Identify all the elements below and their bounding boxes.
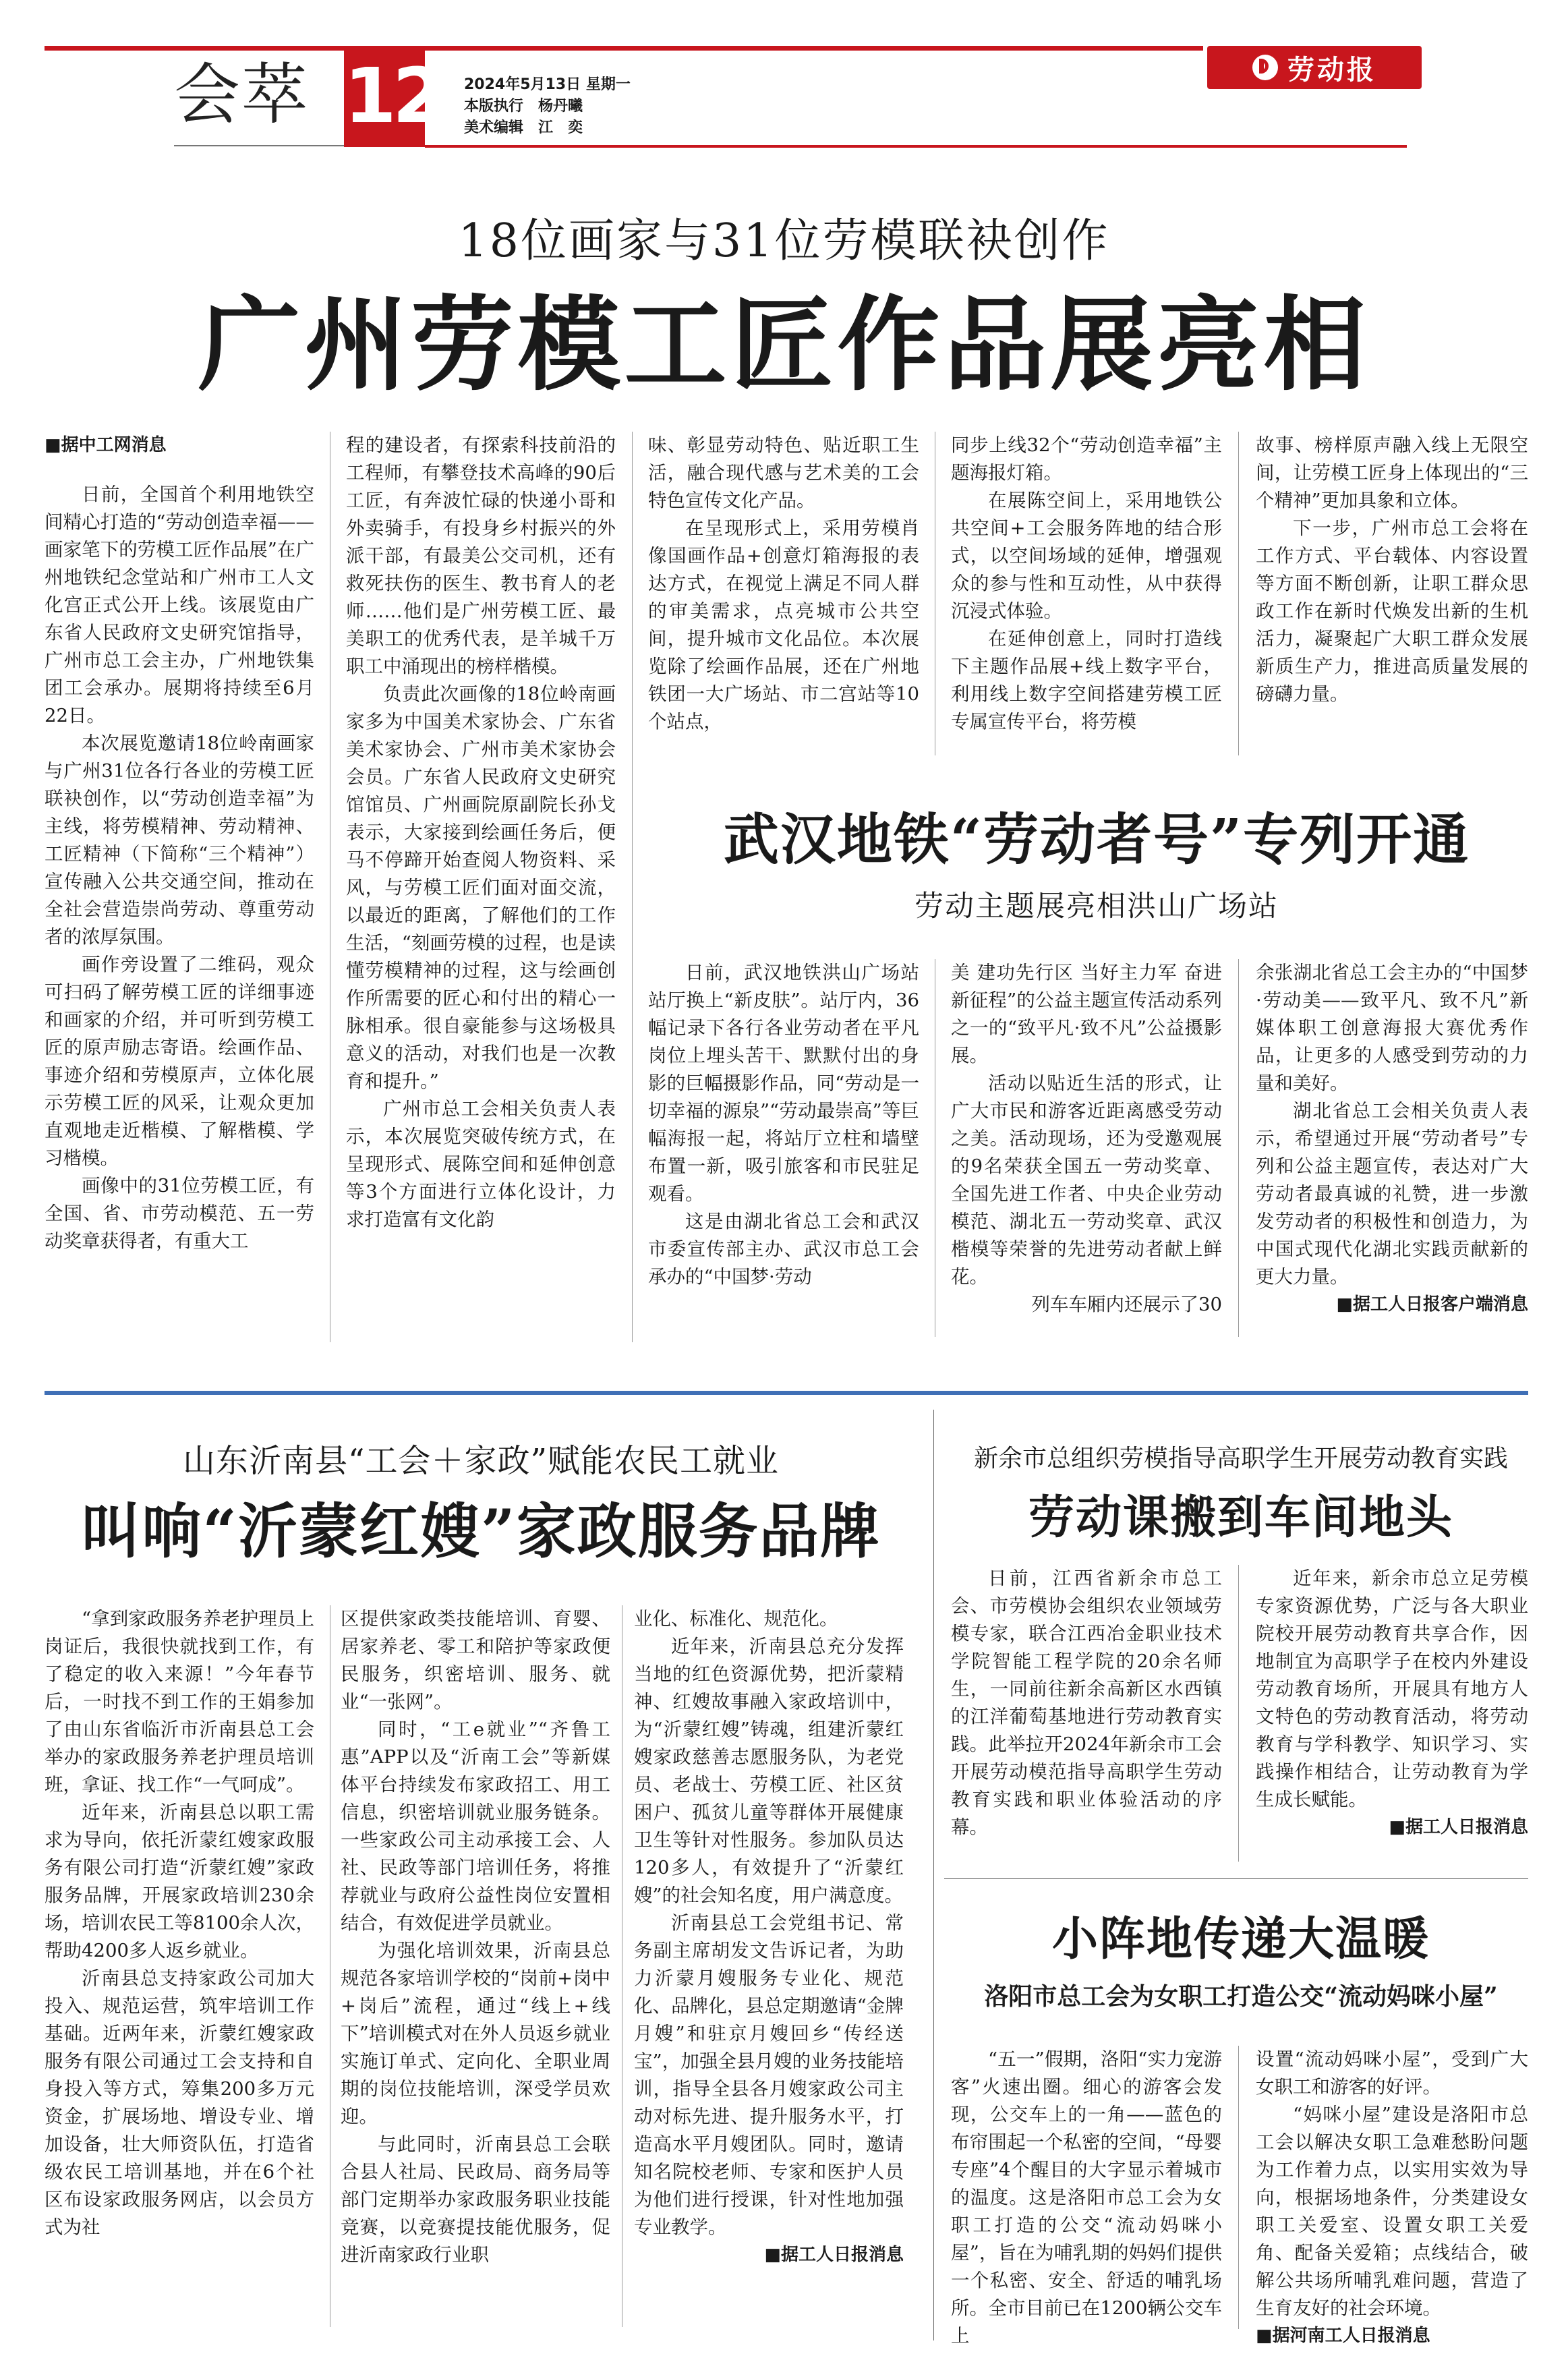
article3-column-2 xyxy=(341,1605,610,2269)
paragraph: 日前，武汉地铁洪山广场站站厅换上“新皮肤”。站厅内，36幅记录下各行各业劳动者在平凡岗位上埋头苦干、默默付出的身影的巨幅摄影作品，同“劳动是一切幸福的源泉”“劳动最崇高”等巨幅海报一起，将站厅立柱和墙壁布置一新，吸引旅客和市民驻足观看。 xyxy=(648,962,919,1205)
article1-column-2 xyxy=(346,432,616,1234)
article2-subtitle: 劳动主题展亮相洪山广场站 xyxy=(914,890,1279,923)
paragraph: 程的建设者，有探索科技前沿的工程师，有攀登技术高峰的90后工匠，有奔波忙碌的快递小哥和外卖骑手，有投身乡村振兴的外派干部，有最美公交司机，还有救死扶伤的医生、教书育人的老师……他们是广州劳模工匠、最美职工的优秀代表，是羊城千万职工中涌现出的榜样楷模。 xyxy=(346,434,616,677)
article3-source: ■据工人日报消息 xyxy=(764,2245,904,2265)
article1-title: 广州劳模工匠作品展亮相 xyxy=(198,284,1370,405)
paragraph: 活动以贴近生活的形式，让广大市民和游客近距离感受劳动之美。活动现场，还为受邀观展的9名荣获全国五一劳动奖章、全国先进工作者、中央企业劳动模范、湖北五一劳动奖章、武汉楷模等荣誉的先进劳动者献上鲜花。 xyxy=(951,1072,1222,1288)
paragraph: 日前，全国首个利用地铁空间精心打造的“劳动创造幸福——画家笔下的劳模工匠作品展”在广州地铁纪念堂站和广州市工人文化宫正式公开上线。该展览由广东省人民政府文史研究馆指导，广州市总工会主办，广州地铁集团工会承办。展期将持续至6月22日。 xyxy=(45,484,314,726)
article4-column-1 xyxy=(951,1565,1222,1841)
column-rule xyxy=(1238,432,1239,755)
paragraph: 这是由湖北省总工会和武汉市委宣传部主办、武汉市总工会承办的“中国梦·劳动 xyxy=(648,1211,919,1288)
article5-source: ■据河南工人日报消息 xyxy=(1256,2326,1430,2346)
article4-title: 劳动课搬到车间地头 xyxy=(1028,1491,1453,1545)
paragraph: 在延伸创意上，同时打造线下主题作品展+线上数字平台，利用线上数字空间搭建劳模工匠专属宣传平台，将劳模 xyxy=(951,628,1222,732)
top-red-rule xyxy=(45,46,1203,51)
art-editor-line: 美术编辑 江 奕 xyxy=(464,119,583,136)
article4-subtitle: 新余市总组织劳模指导高职学生开展劳动教育实践 xyxy=(973,1445,1508,1472)
paragraph: 广州市总工会相关负责人表示，本次展览突破传统方式，在呈现形式、展陈空间和延伸创意等3个方面进行立体化设计，力求打造富有文化韵 xyxy=(346,1098,616,1230)
newspaper-logo xyxy=(1207,46,1422,89)
paragraph: 味、彰显劳动特色、贴近职工生活，融合现代感与艺术美的工会特色宣传文化产品。 xyxy=(648,434,919,511)
paragraph: 同步上线32个“劳动创造幸福”主题海报灯箱。 xyxy=(951,434,1222,484)
article2-column-3 xyxy=(1256,959,1528,1319)
paragraph: 下一步，广州市总工会将在工作方式、平台载体、内容设置等方面不断创新，让职工群众思政工作在新时代焕发出新的生机活力，凝聚起广大职工群众发展新质生产力，推进高质量发展的磅礴力量。 xyxy=(1256,517,1528,705)
article1-column-3 xyxy=(648,432,919,736)
paragraph: 近年来，沂南县总以职工需求为导向，依托沂蒙红嫂家政服务有限公司打造“沂蒙红嫂”家政服务品牌，开展家政培训230余场，培训农民工等8100余人次，帮助4200多人返乡就业。 xyxy=(45,1802,314,1961)
issue-info xyxy=(464,74,631,139)
article2-column-1 xyxy=(648,959,919,1291)
paragraph: 湖北省总工会相关负责人表示，希望通过开展“劳动者号”专列和公益主题宣传，表达对广大劳动者最真诚的礼赞，进一步激发劳动者的积极性和创造力，为中国式现代化湖北实践贡献新的更大力量。 xyxy=(1256,1100,1528,1288)
column-rule xyxy=(1238,2046,1239,2329)
article4-source: ■据工人日报消息 xyxy=(1389,1817,1528,1837)
section-title: 会萃 xyxy=(174,57,310,134)
section-rule xyxy=(933,1410,934,2340)
article2-title: 武汉地铁“劳动者号”专列开通 xyxy=(723,807,1470,872)
header-bottom-thin xyxy=(174,145,344,146)
middle-divider xyxy=(45,1391,1528,1395)
column-rule xyxy=(1238,1565,1239,1862)
paragraph: 与此同时，沂南县总工会联合县人社局、民政局、商务局等部门定期举办家政服务职业技能竞赛，以竞赛提技能优服务，促进沂南家政行业职 xyxy=(341,2133,610,2266)
paragraph: 故事、榜样原声融入线上无限空间，让劳模工匠身上体现出的“三个精神”更加具象和立体。 xyxy=(1256,434,1528,511)
paragraph: “妈咪小屋”建设是洛阳市总工会以解决女职工急难愁盼问题为工作着力点，以实用实效为导向，根据场地条件，分类建设女职工关爱室、设置女职工关爱角、配备关爱箱；点线结合，破解公共场所哺乳难问题，营造了生育友好的社会环境。 xyxy=(1256,2104,1528,2319)
article1-column-5 xyxy=(1256,432,1528,708)
header-bottom-rule xyxy=(425,145,1407,148)
paragraph: 负责此次画像的18位岭南画家多为中国美术家协会、广东省美术家协会、广州市美术家协会会员。广东省人民政府文史研究馆馆员、广州画院原副院长孙戈表示，大家接到绘画任务后，便马不停蹄开始查阅人物资料、采风，与劳模工匠们面对面交流，以最近的距离，了解他们的工作生活，“刻画劳模的过程，也是读懂劳模精神的过程，这与绘画创作所需要的匠心和付出的精心一脉相承。很自豪能参与这场极具意义的活动，对我们也是一次教育和提升。” xyxy=(346,683,616,1092)
article1-source: ■据中工网消息 xyxy=(45,435,167,455)
paragraph: 区提供家政类技能培训、育婴、居家养老、零工和陪护等家政便民服务，织密培训、服务、就业“一张网”。 xyxy=(341,1608,610,1713)
column-rule xyxy=(632,432,633,1342)
paragraph: “拿到家政服务养老护理员上岗证后，我很快就找到工作，有了稳定的收入来源！”今年春节后，一时找不到工作的王娟参加了由山东省临沂市沂南县总工会举办的家政服务养老护理员培训班，拿证、找工作“一气呵成”。 xyxy=(45,1608,314,1795)
article5-subtitle: 洛阳市总工会为女职工打造公交“流动妈咪小屋” xyxy=(984,1982,1498,2011)
paragraph: 本次展览邀请18位岭南画家与广州31位各行各业的劳模工匠联袂创作，以“劳动创造幸福”为主线，将劳模精神、劳动精神、工匠精神（下简称“三个精神”）宣传融入公共交通空间，推动在全社会营造崇尚劳动、尊重劳动者的浓厚氛围。 xyxy=(45,732,314,948)
logo-circle-icon xyxy=(1252,55,1278,80)
article3-subtitle: 山东沂南县“工会＋家政”赋能农民工就业 xyxy=(182,1442,780,1480)
article5-column-2 xyxy=(1256,2046,1528,2350)
article5-column-1 xyxy=(951,2046,1222,2350)
paragraph: 美 建功先行区 当好主力军 奋进新征程”的公益主题宣传活动系列之一的“致平凡·致不凡”公益摄影展。 xyxy=(951,962,1222,1066)
paragraph: 日前，江西省新余市总工会、市劳模协会组织农业领域劳模专家，联合江西冶金职业技术学院智能工程学院的20余名师生，一同前往新余高新区水西镇的江洋葡萄基地进行劳动教育实践。此举拉开2024年新余市工会开展劳动模范指导高职学生劳动教育实践和职业体验活动的序幕。 xyxy=(951,1568,1222,1838)
article4-column-2 xyxy=(1256,1565,1528,1841)
paragraph: 沂南县总支持家政公司加大投入、规范运营，筑牢培训工作基础。近两年来，沂蒙红嫂家政服务有限公司通过工会支持和自身投入等方式，筹集200多万元资金，扩展场地、增设专业、增加设备，壮大师资队伍，打造省级农民工培训基地，并在6个社区布设家政服务网店，以会员方式为社 xyxy=(45,1967,314,2238)
paragraph: 列车车厢内还展示了30 xyxy=(1031,1294,1222,1315)
article1-column-1 xyxy=(45,432,314,1255)
paragraph: 设置“流动妈咪小屋”，受到广大女职工和游客的好评。 xyxy=(1256,2048,1528,2098)
paragraph: 同时，“工e就业”“齐鲁工惠”APP以及“沂南工会”等新媒体平台持续发布家政招工、用工信息，织密培训就业服务链条。一些家政公司主动承接工会、人社、民政等部门培训任务，将推荐就业与政府公益性岗位安置相结合，有效促进学员就业。 xyxy=(341,1719,610,1934)
paragraph: 近年来，沂南县总充分发挥当地的红色资源优势，把沂蒙精神、红嫂故事融入家政培训中，为“沂蒙红嫂”铸魂，组建沂蒙红嫂家政慈善志愿服务队，为老党员、老战士、劳模工匠、社区贫困户、孤贫儿童等群体开展健康卫生等针对性服务。参加队员达120多人，有效提升了“沂蒙红嫂”的社会知名度，用户满意度。 xyxy=(634,1636,904,1906)
article3-column-1 xyxy=(45,1605,314,2241)
paragraph: 近年来，新余市总立足劳模专家资源优势，广泛与各大职业院校开展劳动教育共享合作，因地制宜为高职学子在校内外建设劳动教育场所，开展具有地方人文特色的劳动教育活动，将劳动教育与学科教学、知识学习、实践操作相结合，让劳动教育为学生成长赋能。 xyxy=(1256,1568,1528,1810)
article1-subtitle: 18位画家与31位劳模联袂创作 xyxy=(458,214,1110,268)
article1-column-4 xyxy=(951,432,1222,736)
article3-column-3 xyxy=(634,1605,904,2269)
column-rule xyxy=(1238,959,1239,1337)
article2-source: ■据工人日报客户端消息 xyxy=(1336,1294,1528,1315)
paragraph: “五一”假期，洛阳“实力宠游客”火速出圈。细心的游客会发现，公交车上的一角——蓝色的布帘围起一个私密的空间，“母婴专座”4个醒目的大字显示着城市的温度。这是洛阳市总工会为女职工打造的公交“流动妈咪小屋”，旨在为哺乳期的妈妈们提供一个私密、安全、舒适的哺乳场所。全市目前已在1200辆公交车上 xyxy=(951,2048,1222,2347)
article3-title: 叫响“沂蒙红嫂”家政服务品牌 xyxy=(81,1496,881,1566)
paragraph: 画像中的31位劳模工匠，有全国、省、市劳动模范、五一劳动奖章获得者，有重大工 xyxy=(45,1175,314,1252)
issue-date: 2024年5月13日 星期一 xyxy=(464,76,631,93)
logo-text: 劳动报 xyxy=(1287,53,1376,86)
paragraph: 在呈现形式上，采用劳模肖像国画作品+创意灯箱海报的表达方式，在视觉上满足不同人群的审美需求，点亮城市公共空间，提升城市文化品位。本次展览除了绘画作品展，还在广州地铁团一大广场站、市二宫站等10个站点， xyxy=(648,517,919,732)
paragraph: 在展陈空间上，采用地铁公共空间+工会服务阵地的结合形式，以空间场域的延伸，增强观众的参与性和互动性，从中获得沉浸式体验。 xyxy=(951,490,1222,622)
paragraph: 沂南县总工会党组书记、常务副主席胡发文告诉记者，为助力沂蒙月嫂服务专业化、规范化、品牌化，县总定期邀请“金牌月嫂”和驻京月嫂回乡“传经送宝”，加强全县月嫂的业务技能培训，指导全县各月嫂家政公司主动对标先进、提升服务水平，打造高水平月嫂团队。同时，邀请知名院校老师、专家和医护人员为他们进行授课，针对性地加强专业教学。 xyxy=(634,1912,904,2238)
paragraph: 为强化培训效果，沂南县总规范各家培训学校的“岗前+岗中+岗后”流程，通过“线上+线下”培训模式对在外人员返乡就业实施订单式、定向化、全职业周期的岗位技能培训，深受学员欢迎。 xyxy=(341,1940,610,2127)
editor-line: 本版执行 杨丹曦 xyxy=(464,98,583,115)
paragraph: 画作旁设置了二维码，观众可扫码了解劳模工匠的详细事迹和画家的介绍，并可听到劳模工匠的原声励志寄语。绘画作品、事迹介绍和劳模原声，立体化展示劳模工匠的风采，让观众更加直观地走近楷模、了解楷模、学习楷模。 xyxy=(45,954,314,1169)
article5-title: 小阵地传递大温暖 xyxy=(1051,1912,1430,1966)
page-number-box xyxy=(344,46,441,147)
paragraph: 余张湖北省总工会主办的“中国梦·劳动美——致平凡、致不凡”新媒体职工创意海报大赛优秀作品，让更多的人感受到劳动的力量和美好。 xyxy=(1256,962,1528,1094)
page-number: 12 xyxy=(344,53,441,140)
article4-bottom-rule xyxy=(944,1878,1528,1879)
article2-column-2 xyxy=(951,959,1222,1319)
paragraph: 业化、标准化、规范化。 xyxy=(634,1608,838,1630)
